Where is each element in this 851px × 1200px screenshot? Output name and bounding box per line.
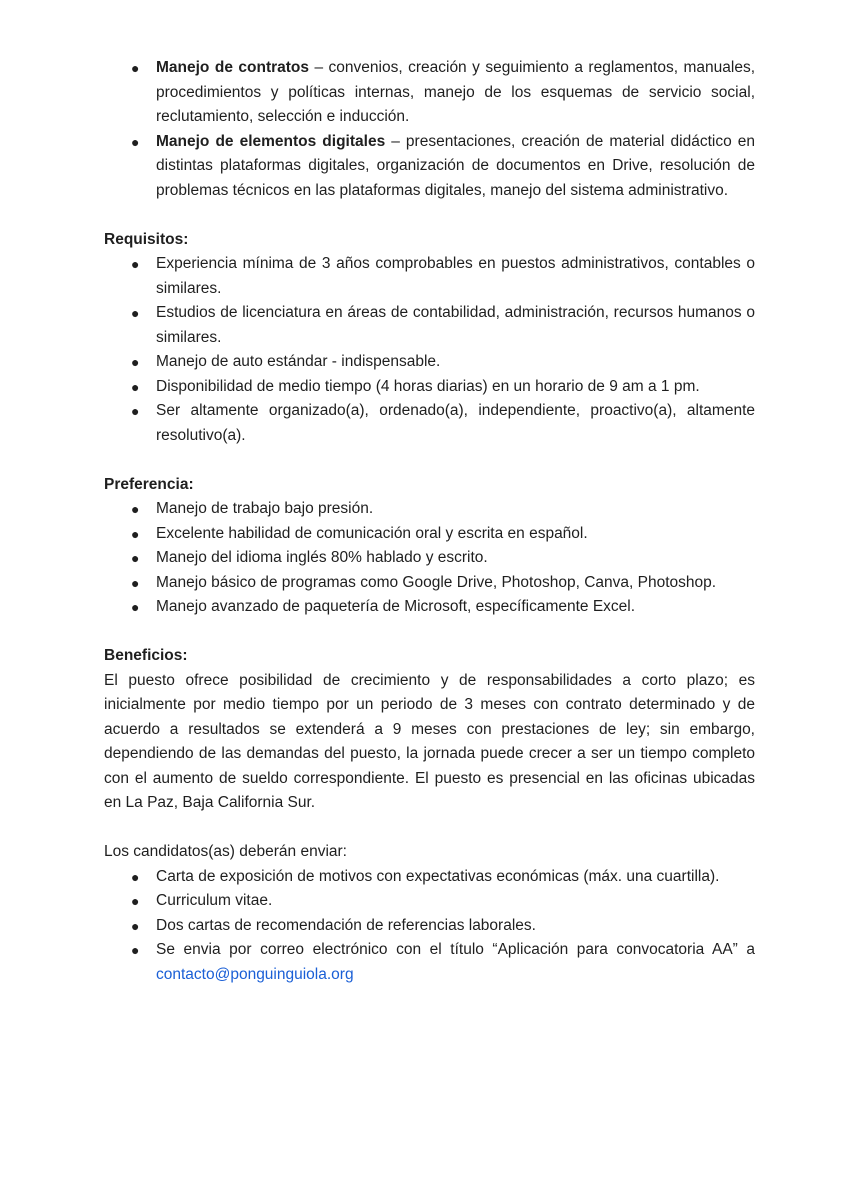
bullet-icon: ● [131, 574, 140, 591]
item-text: Dos cartas de recomendación de referencias laborales. [156, 916, 536, 934]
bullet-icon: ● [131, 256, 140, 272]
preferencia-list [104, 497, 755, 620]
list-item [104, 252, 755, 301]
item-text: Experiencia mínima de 3 años comprobables en puestos administrativos, contables o similares. [156, 255, 755, 297]
bullet-icon: ● [131, 403, 140, 419]
list-item [104, 56, 755, 130]
bullet-icon: ● [131, 917, 140, 934]
bullet-icon: ● [131, 60, 140, 76]
beneficios-paragraph: El puesto ofrece posibilidad de crecimiento y de responsabilidades a corto plazo; es inicialmente por medio tiempo por un periodo de 3 meses con contrato determinado y de acuerdo a resultados se extenderá a 9 meses con prestaciones de ley; sin embargo, dependiendo de las demandas del puesto, la jornada puede crecer a ser un tiempo completo con el aumento de sueldo correspondiente. El puesto es presencial en las oficinas ubicadas en La Paz, Baja California Sur. [104, 671, 755, 811]
list-item [104, 571, 755, 596]
item-text: Manejo avanzado de paquetería de Microsoft, específicamente Excel. [156, 598, 636, 615]
item-text: Curriculum vitae. [156, 892, 273, 909]
requisitos-list [104, 252, 755, 448]
item-text: Ser altamente organizado(a), ordenado(a), independiente, proactivo(a), altamente resolutivo(a). [156, 402, 755, 444]
bullet-icon: ● [131, 868, 140, 885]
bullet-icon: ● [131, 378, 140, 395]
item-text: Estudios de licenciatura en áreas de contabilidad, administración, recursos humanos o similares. [156, 304, 755, 346]
list-item [104, 497, 755, 522]
item-text: Disponibilidad de medio tiempo (4 horas diarias) en un horario de 9 am a 1 pm. [156, 377, 700, 395]
item-text: Se envia por correo electrónico con el título “Aplicación para convocatoria AA” a [156, 941, 755, 958]
bullet-icon: ● [131, 354, 140, 370]
list-item [104, 130, 755, 204]
item-text: – presentaciones, creación de material didáctico en distintas plataformas digitales, organización de documentos en Drive, resolución de problemas técnicos en las plataformas digitales, manejo del sistema administrativo. [156, 132, 755, 199]
email-link[interactable]: contacto@ponguinguiola.org [156, 965, 354, 983]
item-text: Manejo básico de programas como Google Drive, Photoshop, Canva, Photoshop. [156, 573, 717, 591]
bullet-icon: ● [131, 305, 140, 321]
item-bold-label: Manejo de contratos [156, 59, 310, 76]
list-item [104, 938, 755, 987]
bullet-icon: ● [131, 501, 140, 517]
list-item [104, 595, 755, 620]
item-text: Manejo de trabajo bajo presión. [156, 500, 374, 517]
bullet-icon: ● [131, 550, 140, 566]
list-item [104, 865, 755, 890]
intro-list [104, 56, 755, 203]
item-text: Excelente habilidad de comunicación oral y escrita en español. [156, 524, 588, 542]
list-item [104, 375, 755, 400]
item-text: Manejo de auto estándar - indispensable. [156, 353, 441, 370]
list-item [104, 399, 755, 448]
bullet-icon: ● [131, 133, 140, 150]
section-heading-beneficios: Beneficios: [104, 647, 188, 664]
item-text: – convenios, creación y seguimiento a reglamentos, manuales, procedimientos y políticas internas, manejo de los esquemas de servicio social, reclutamiento, selección e inducción. [156, 59, 756, 125]
section-heading-preferencia: Preferencia: [104, 475, 194, 493]
list-item [104, 546, 755, 571]
bullet-icon: ● [131, 893, 140, 909]
list-item [104, 914, 755, 939]
list-item [104, 301, 755, 350]
list-item [104, 889, 755, 914]
bullet-icon: ● [131, 525, 140, 542]
candidatos-list [104, 865, 755, 988]
bullet-icon: ● [131, 599, 140, 615]
section-heading-requisitos: Requisitos: [104, 230, 189, 248]
list-item [104, 522, 755, 547]
item-text: Manejo del idioma inglés 80% hablado y escrito. [156, 549, 488, 566]
candidatos-intro: Los candidatos(as) deberán enviar: [104, 843, 347, 860]
bullet-icon: ● [131, 942, 140, 958]
item-bold-label: Manejo de elementos digitales [156, 132, 386, 150]
item-text: Carta de exposición de motivos con expectativas económicas (máx. una cuartilla). [156, 867, 720, 885]
list-item [104, 350, 755, 375]
